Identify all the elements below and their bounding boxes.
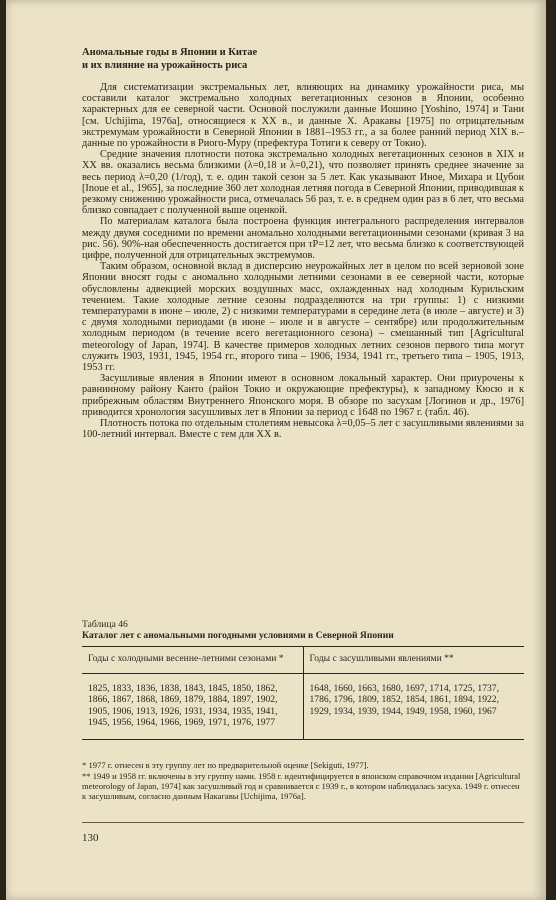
paragraph-4: Таким образом, основной вклад в дисперсию неурожайных лет в целом по всей зерновой зоне Японии вносят годы с аномально холодными летними сезонами в ее северной части, которые обусловлены адвекцией морских воздушных масс, охлажденных над холодным Курильским течением. Такие холодные летние сезоны подразделяются на три группы: 1) с низкими температурами в июне – июле, 2) с низкими температурами в середине лета (в июле – августе) и 3) с двумя холодными периодами (в июне – июле и в августе – сентябре) или продолжительным холодным периодом (в течение всего вегетационного сезона) – смешанный тип [Agricultural meteorology of Japan, 1974]. В качестве примеров холодных летних сезонов первого типа могут служить 1903, 1931, 1945, 1954 гг., второго типа – 1906, 1934, 1941 гг., третьего типа – 1905, 1913, 1953 гг. <box>82 261 524 374</box>
col-header-drought-years: Годы с засушливыми явлениями ** <box>303 647 524 674</box>
section-heading <box>82 46 522 72</box>
table-number: Таблица 46 <box>82 619 128 630</box>
col-header-cold-seasons: Годы с холодными весенне-летними сезонами * <box>82 647 303 674</box>
drought-years: 1648, 1660, 1663, 1680, 1697, 1714, 1725, 1737, 1786, 1796, 1809, 1852, 1854, 1861, 1894, 1922, 1929, 1934, 1939, 1944, 1949, 1958, 1960, 1967 <box>303 673 524 739</box>
footnote-2: ** 1949 и 1958 гг. включены в эту группу нами. 1958 г. идентифицируется в японском справочном издании [Agricultural meteorology of Japan, 1974] как засушливый год и сравнивается с 1939 г., в котором наблюдалась засуха. 1949 г. отнесен к засушливым, согласно данным Накагавы [Uchijima, 1976а]. <box>82 771 521 801</box>
paragraph-3: По материалам каталога была построена функция интегрального распределения интервалов между двумя соседними по времени аномально холодными вегетационными сезонами (кривая 3 на рис. 56). 90%-ная обеспеченность достигается при τP=12 лет, что весьма близко к соответствующей цифре, полученной для отрицательных экстремумов. <box>82 216 524 262</box>
section-heading-line-1: Аномальные годы в Японии и Китае <box>82 47 258 58</box>
table-footnotes <box>82 760 524 802</box>
paragraph-2: Средние значения плотности потока экстремально холодных вегетационных сезонов в XIX и XX вв. оказались весьма близкими (λ=0,18 и λ=0,21), что позволяет принять среднее значение за весь период λ=0,20 (1/год), т. е. один такой сезон за 5 лет. Как указывают Иное, Михара и Цубои [Inoue et al., 1965], за последние 360 лет холодная летняя погода в Северной Японии, приводившая к резкому снижению урожайности риса, отмечалась 56 раз, т. е. в среднем один раз в 6 лет, что весьма близко совпадает с полученной выше оценкой. <box>82 149 524 217</box>
anomalous-years-table <box>82 646 524 740</box>
section-heading-line-2: и их влияние на урожайность риса <box>82 60 248 71</box>
body-text <box>82 82 524 441</box>
footnote-1: * 1977 г. отнесен в эту группу лет по предварительной оценке [Sekiguti, 1977]. <box>82 760 369 770</box>
table-header-row <box>82 647 524 674</box>
table-caption: Каталог лет с аномальными погодными условиями в Северной Японии <box>82 630 394 641</box>
paragraph-1: Для систематизации экстремальных лет, влияющих на динамику урожайности риса, мы составили каталог экстремально холодных вегетационных сезонов в Японии, особенно характерных для ее северной части. Основой послужили данные Иошино [Yoshino, 1974] и Тани [см. Uchijima, 1976а], относящиеся к XX в., и данные Х. Аракавы [1975] по отрицательным экстремумам урожайности в Северной Японии в 1881–1953 гг., а за более ранний период XIX в.– данные по урожайности в Риого-Муру (префектура Тотиги к северу от Токио). <box>82 82 524 150</box>
bottom-rule <box>82 822 524 823</box>
paragraph-6: Плотность потока по отдельным столетиям невысока λ=0,05–5 лет с засушливыми явлениями за 100-летний интервал. Вместе с тем для XX в. <box>82 418 524 441</box>
table-46 <box>82 619 524 740</box>
cold-season-years: 1825, 1833, 1836, 1838, 1843, 1845, 1850, 1862, 1866, 1867, 1868, 1869, 1879, 1884, 1897, 1902, 1905, 1906, 1913, 1926, 1931, 1934, 1935, 1941, 1945, 1956, 1964, 1966, 1969, 1971, 1976, 1977 <box>82 673 303 739</box>
page-number: 130 <box>82 832 99 844</box>
paragraph-5: Засушливые явления в Японии имеют в основном локальный характер. Они приурочены к равнинному району Канто (район Токио и окружающие префектуры), к западному Кюсю и к прибрежным областям Внутреннего Японского моря. В обзоре по засухам [Логинов и др., 1976] приводится хронология засушливых лет в Японии за период с 1648 по 1967 г. (табл. 46). <box>82 373 524 418</box>
table-row <box>82 673 524 739</box>
